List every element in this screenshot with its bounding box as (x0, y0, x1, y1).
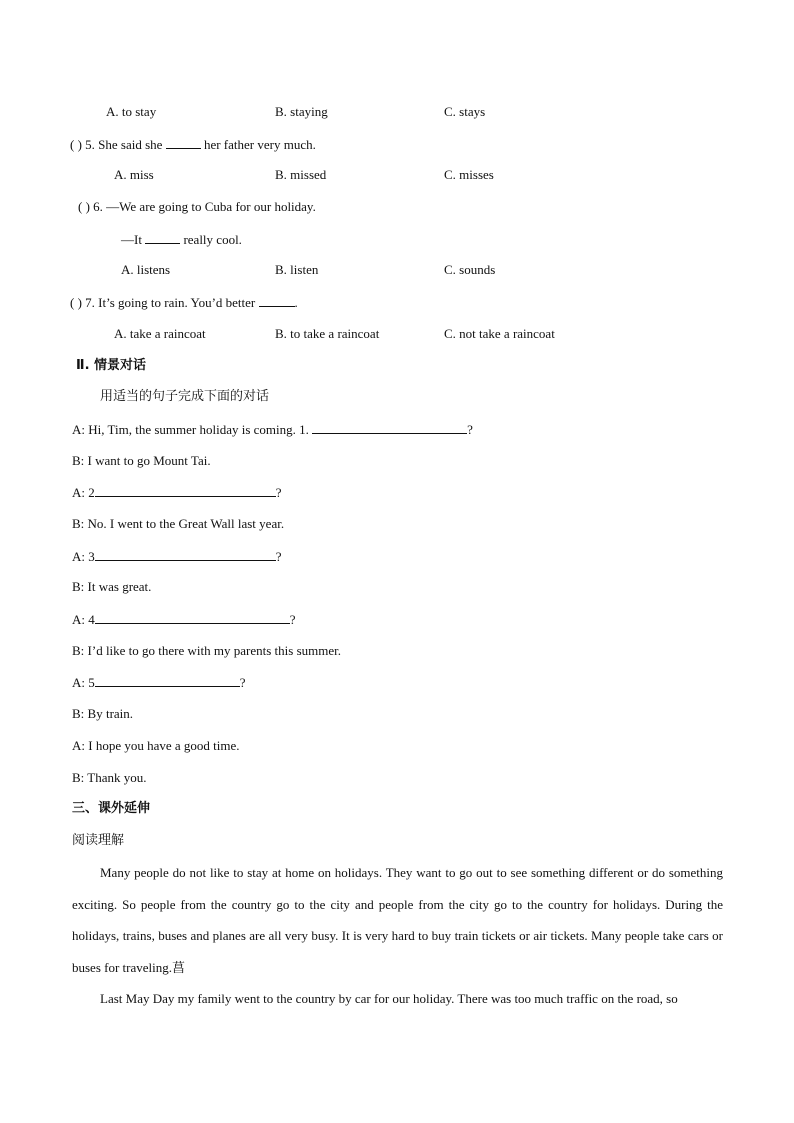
fill-blank[interactable] (259, 294, 295, 307)
answer-paren[interactable]: ( ) (78, 199, 90, 214)
dialogue-line-5 (72, 548, 282, 565)
line-end: ? (289, 612, 296, 627)
answer-paren[interactable]: ( ) (70, 137, 82, 152)
q6-option-b: B. listen (275, 262, 319, 277)
reply-text-end: really cool. (180, 232, 242, 247)
dialogue-line-8: B: I’d like to go there with my parents this summer. (72, 643, 341, 658)
question-5 (70, 136, 316, 153)
question-6 (78, 199, 316, 215)
q7-option-a: A. take a raincoat (114, 326, 206, 341)
section-3-subtitle: 阅读理解 (72, 833, 125, 848)
line-end: ? (467, 422, 473, 437)
dialogue-line-12: B: Thank you. (72, 770, 147, 785)
passage-paragraph-1: Many people do not like to stay at home on holidays. They want to go out to see something different or do something exciting. So people from the country go to the city and people from the city go to the country for holidays. During the holidays, trains, buses and planes are all very busy. It is very hard to buy train tickets or air tickets. Many people take cars or buses for traveling.菖 (72, 865, 723, 975)
answer-blank-1[interactable] (312, 421, 467, 434)
line-text: A: Hi, Tim, the summer holiday is coming. 1. (72, 422, 313, 437)
q4-option-c: C. stays (444, 104, 486, 119)
question-text: 6. —We are going to Cuba for our holiday. (93, 199, 316, 214)
q5-option-a: A. miss (114, 167, 154, 182)
dialogue-line-11: A: I hope you have a good time. (72, 738, 240, 753)
section-2-instruction: 用适当的句子完成下面的对话 (100, 389, 270, 404)
line-end: ? (275, 549, 282, 564)
answer-paren[interactable]: ( ) (70, 295, 82, 310)
line-text: A: 2 (72, 485, 95, 500)
line-text: A: 5 (72, 675, 95, 690)
question-6-reply (121, 231, 242, 248)
dialogue-line-4: B: No. I went to the Great Wall last year. (72, 516, 285, 531)
q5-option-c: C. misses (444, 167, 494, 182)
question-text: 7. It’s going to rain. You’d better (85, 295, 259, 310)
question-7 (70, 294, 298, 311)
reading-passage (72, 857, 723, 1015)
section-3-title: 三、课外延伸 (72, 801, 151, 816)
q6-option-c: C. sounds (444, 262, 496, 277)
answer-blank-3[interactable] (95, 548, 276, 561)
dialogue-line-6: B: It was great. (72, 579, 152, 594)
fill-blank[interactable] (145, 231, 180, 244)
q5-option-b: B. missed (275, 167, 327, 182)
q7-option-b: B. to take a raincoat (275, 326, 380, 341)
q4-option-b: B. staying (275, 104, 328, 119)
answer-blank-5[interactable] (95, 674, 240, 687)
line-end: ? (239, 675, 246, 690)
dialogue-line-1 (72, 421, 473, 438)
q7-option-c: C. not take a raincoat (444, 326, 555, 341)
line-text: A: 3 (72, 549, 95, 564)
line-text: A: 4 (72, 612, 95, 627)
question-text-end: . (294, 295, 298, 310)
dialogue-line-2: B: I want to go Mount Tai. (72, 453, 211, 468)
fill-blank[interactable] (166, 136, 201, 149)
reply-text: —It (121, 232, 146, 247)
passage-paragraph-2: Last May Day my family went to the country by car for our holiday. There was too much traffic on the road, so (100, 991, 678, 1006)
dialogue-line-7 (72, 611, 296, 628)
dialogue-line-3 (72, 484, 282, 501)
dialogue-line-10: B: By train. (72, 706, 134, 721)
section-2-title: Ⅱ. 情景对话 (76, 358, 147, 373)
q6-option-a: A. listens (121, 262, 171, 277)
line-end: ? (275, 485, 282, 500)
question-text: 5. She said she (85, 137, 166, 152)
question-text-end: her father very much. (200, 137, 316, 152)
answer-blank-4[interactable] (95, 611, 290, 624)
answer-blank-2[interactable] (95, 484, 276, 497)
dialogue-line-9 (72, 674, 246, 691)
q4-option-a: A. to stay (106, 104, 157, 119)
